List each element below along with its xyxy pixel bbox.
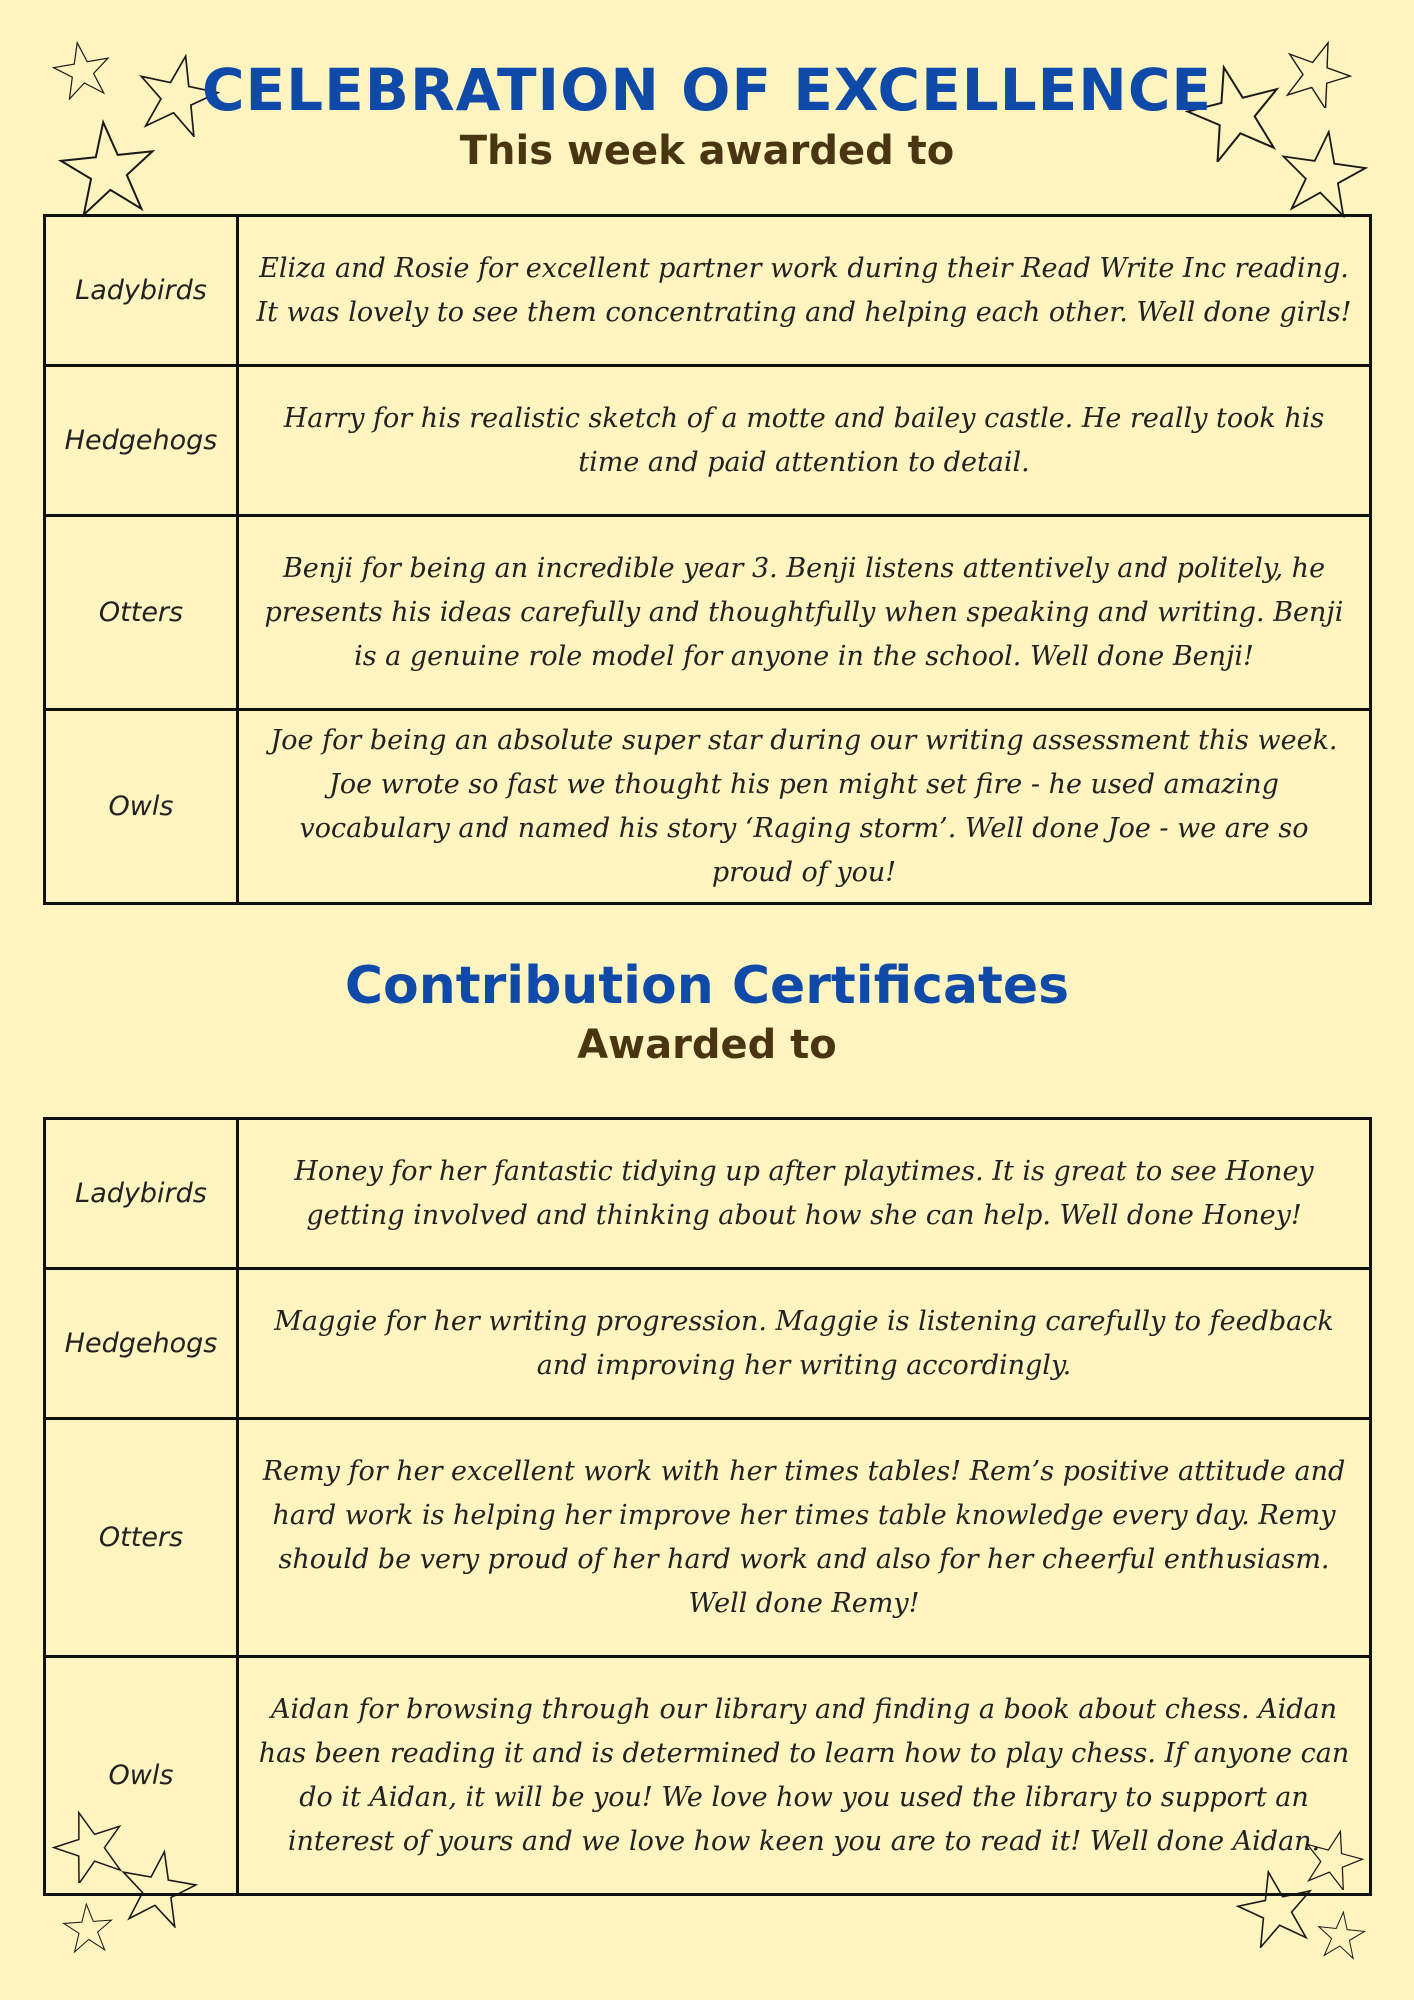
- award-citation: Aidan for browsing through our library and finding a book about chess. Aidan has been reading it and is determined to learn how to play chess. If anyone can do it Aidan, it will be you! We love how you used the library to support an interest of yours and we love how keen you are to read it! Well done Aidan.: [238, 1657, 1371, 1895]
- award-citation: Joe for being an absolute super star during our writing assessment this week. Joe wrote so fast we thought his pen might set fire - he used amazing vocabulary and named his story ‘Raging storm’. Well done Joe - we are so proud of you!: [238, 710, 1371, 904]
- award-citation: Maggie for her writing progression. Maggie is listening carefully to feedback and improving her writing accordingly.: [238, 1269, 1371, 1419]
- table-row: [45, 1269, 1371, 1419]
- excellence-subtitle: This week awarded to: [459, 128, 955, 174]
- class-name: Hedgehogs: [45, 366, 238, 516]
- star-icon: [1316, 1910, 1366, 1960]
- table-row: [45, 216, 1371, 366]
- excellence-title: CELEBRATION OF EXCELLENCE: [201, 56, 1213, 124]
- class-name: Otters: [45, 516, 238, 710]
- class-name: Hedgehogs: [45, 1269, 238, 1419]
- table-row: [45, 1419, 1371, 1657]
- table-row: [45, 1119, 1371, 1269]
- contribution-title: Contribution Certificates: [344, 956, 1070, 1016]
- contribution-subtitle: Awarded to: [577, 1022, 837, 1068]
- table-row: [45, 516, 1371, 710]
- class-name: Otters: [45, 1419, 238, 1657]
- excellence-table: [43, 214, 1372, 905]
- award-citation: Benji for being an incredible year 3. Benji listens attentively and politely, he presents his ideas carefully and thoughtfully when speaking and writing. Benji is a genuine role model for anyone in the school. Well done Benji!: [238, 516, 1371, 710]
- star-icon: [62, 1902, 114, 1954]
- class-name: Ladybirds: [45, 216, 238, 366]
- award-citation: Harry for his realistic sketch of a motte and bailey castle. He really took his time and paid attention to detail.: [238, 366, 1371, 516]
- contribution-table: [43, 1117, 1372, 1896]
- award-citation: Eliza and Rosie for excellent partner work during their Read Write Inc reading. It was lovely to see them concentrating and helping each other. Well done girls!: [238, 216, 1371, 366]
- award-citation: Honey for her fantastic tidying up after playtimes. It is great to see Honey getting involved and thinking about how she can help. Well done Honey!: [238, 1119, 1371, 1269]
- class-name: Owls: [45, 710, 238, 904]
- table-row: [45, 366, 1371, 516]
- class-name: Owls: [45, 1657, 238, 1895]
- table-row: [45, 710, 1371, 904]
- class-name: Ladybirds: [45, 1119, 238, 1269]
- award-citation: Remy for her excellent work with her times tables! Rem’s positive attitude and hard work is helping her improve her times table knowledge every day. Remy should be very proud of her hard work and also for her cheerful enthusiasm. Well done Remy!: [238, 1419, 1371, 1657]
- table-row: [45, 1657, 1371, 1895]
